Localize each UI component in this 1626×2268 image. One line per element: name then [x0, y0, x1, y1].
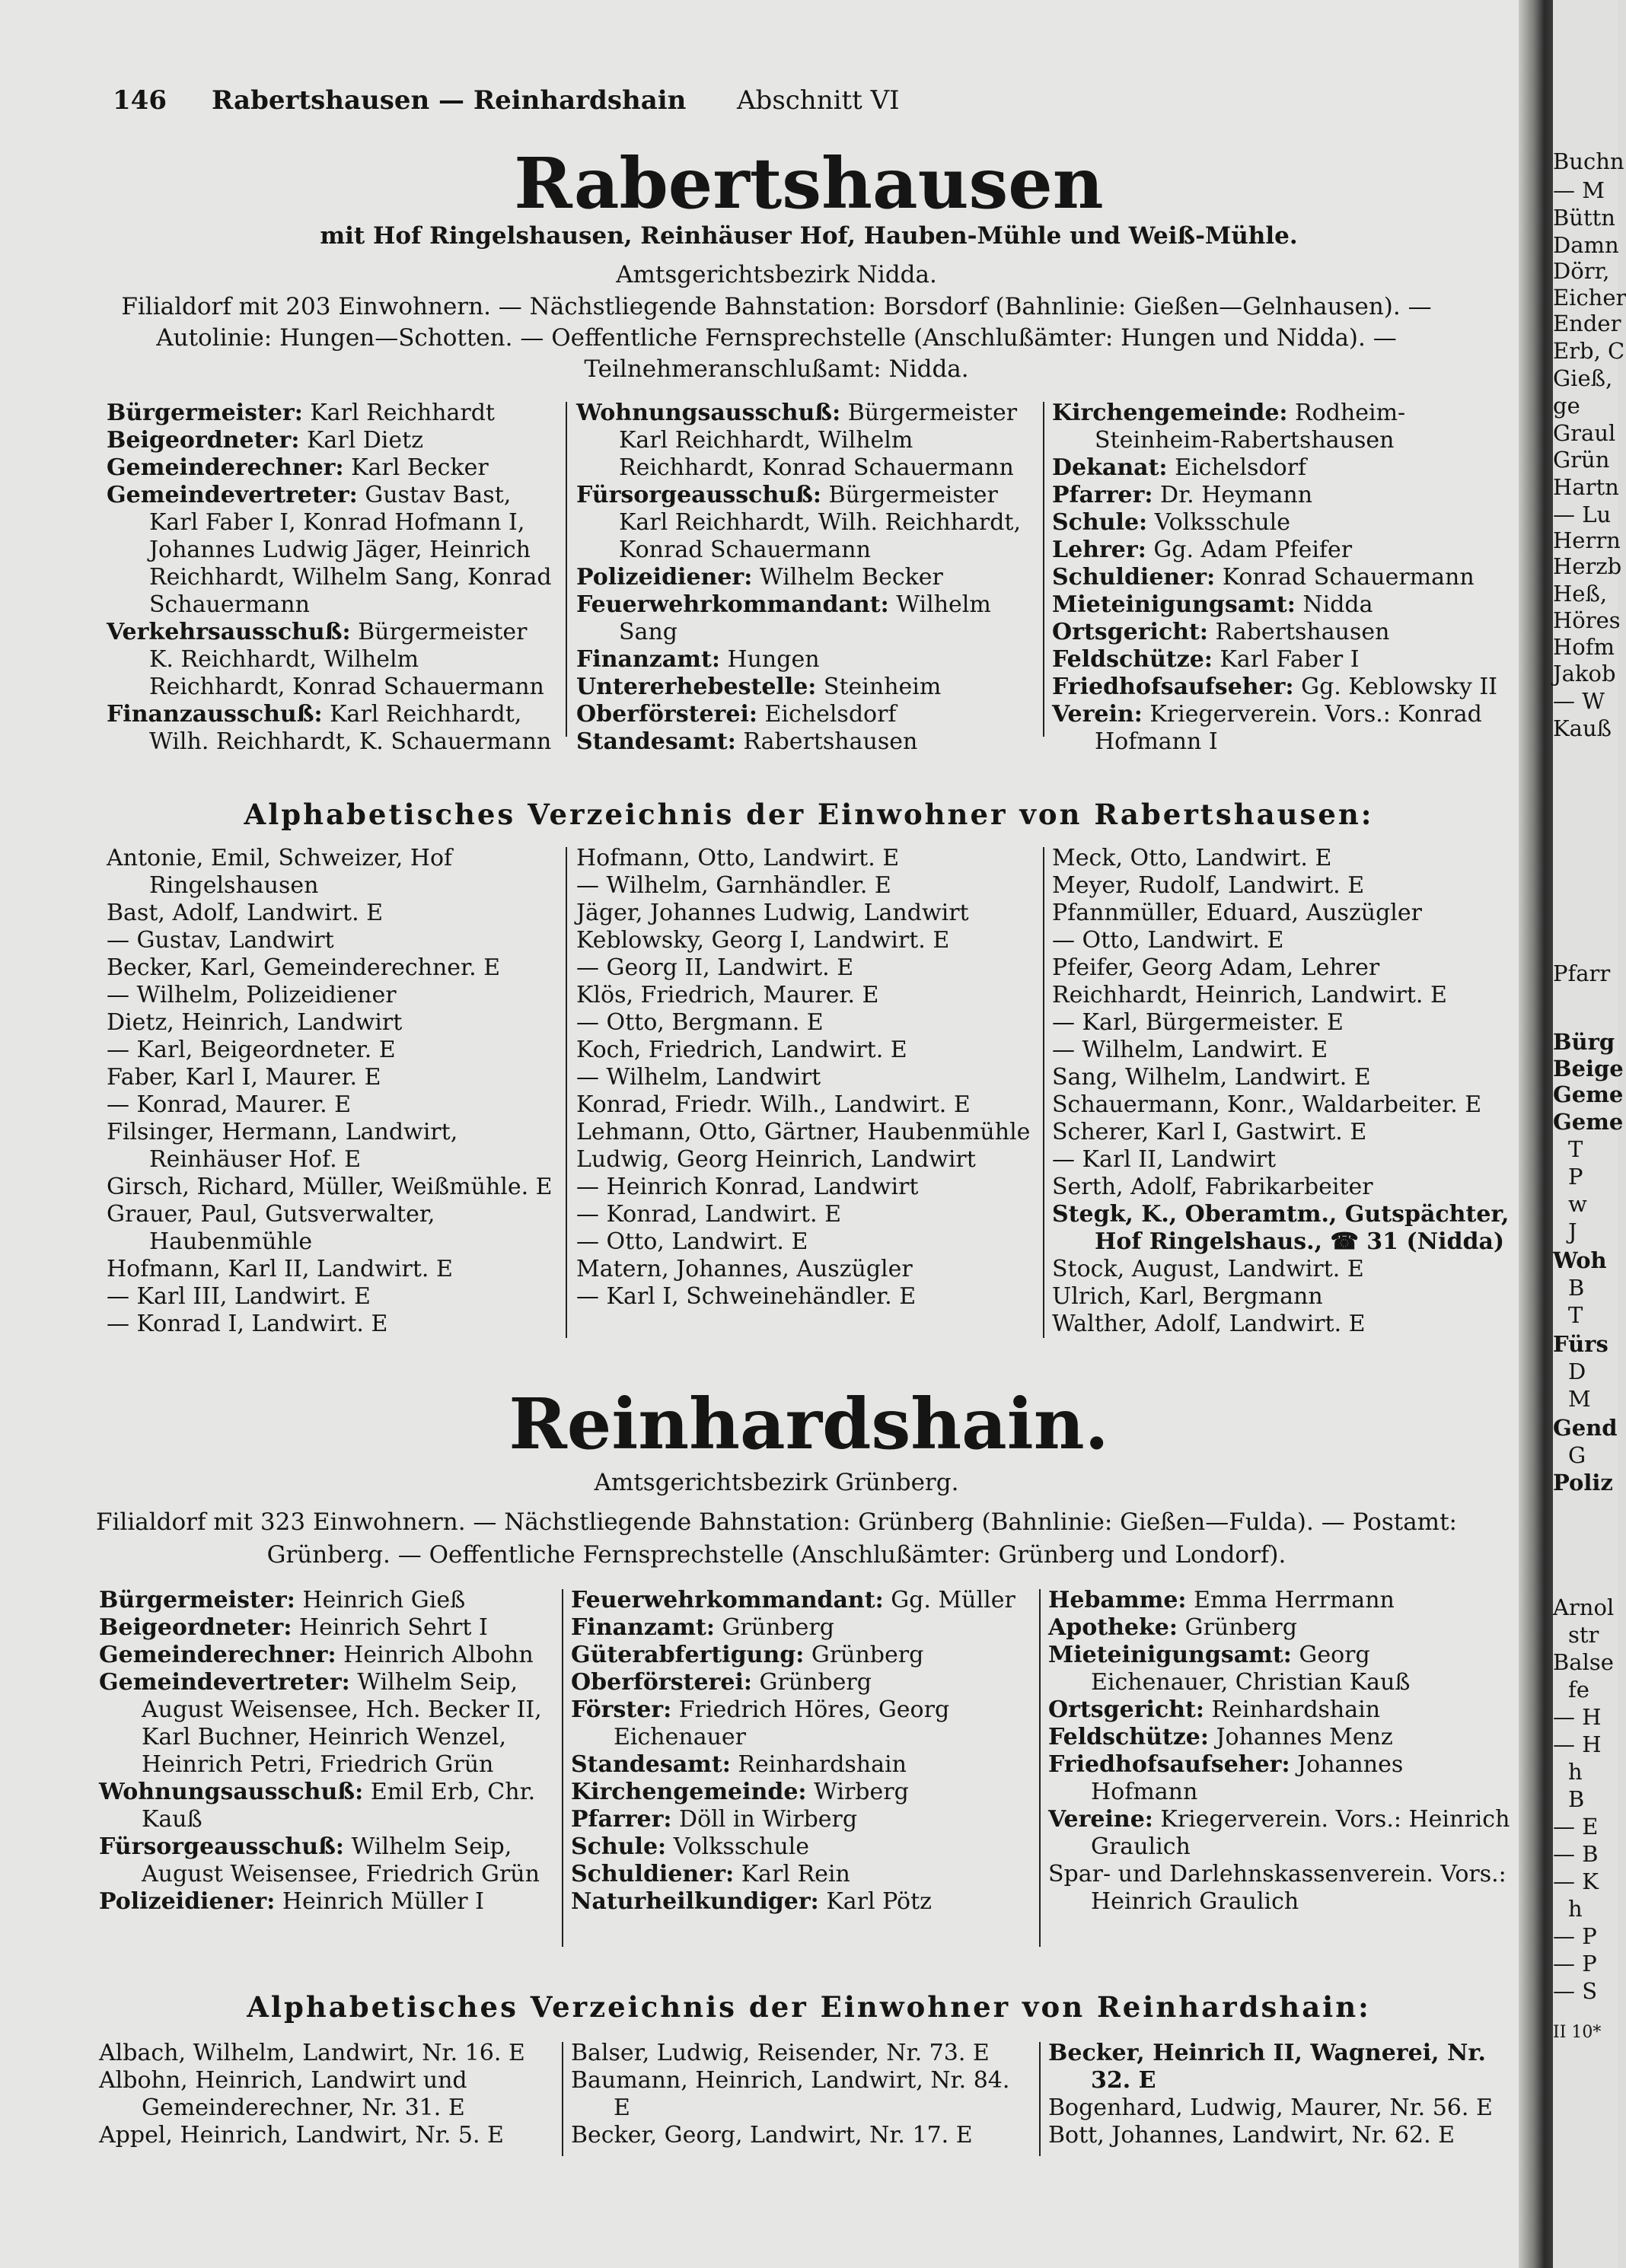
edge-fragment: Buchn — [1553, 148, 1624, 174]
residents-col-2 — [571, 2040, 1031, 2149]
directory-heading-reinhardshain: Alphabetisches Verzeichnis der Einwohner von Reinhardshain: — [247, 1990, 1371, 2024]
official-entry: Bürgermeister: Karl Reichhardt — [107, 400, 495, 426]
official-entry: Pfarrer: Dr. Heymann — [1052, 482, 1313, 508]
official-entry: Finanzausschuß: Karl Reichhardt, Wilh. Reichhardt, K. Schauermann — [107, 701, 552, 755]
official-entry: Verkehrsausschuß: Bürgermeister K. Reichhardt, Wilhelm Reichhardt, Konrad Schauermann — [107, 619, 544, 700]
book-gutter — [1519, 0, 1553, 2268]
residents-col-2 — [576, 845, 1033, 1311]
official-entry: Finanzamt: Grünberg — [571, 1614, 834, 1641]
resident-entry: — Konrad, Landwirt. E — [576, 1201, 842, 1228]
edge-fragment: P — [1568, 1164, 1583, 1190]
edge-fragment: Poliz — [1553, 1470, 1613, 1496]
edge-fragment: Eicher — [1553, 285, 1626, 311]
residents-col-3 — [1048, 2040, 1513, 2149]
resident-entry: Klös, Friedrich, Maurer. E — [576, 982, 879, 1008]
resident-entry: — Heinrich Konrad, Landwirt — [576, 1174, 919, 1200]
official-entry: Verein: Kriegerverein. Vors.: Konrad Hofmann I — [1052, 701, 1482, 755]
official-entry: Gemeindevertreter: Wilhelm Seip, August Weisensee, Hch. Becker II, Karl Buchner, Heinrich Wenzel, Heinrich Petri, Friedrich Grün — [99, 1669, 542, 1778]
edge-fragment: Büttn — [1553, 205, 1615, 231]
official-entry: Kirchengemeinde: Rodheim-Steinheim-Rabertshausen — [1052, 400, 1406, 454]
official-entry: Feuerwehrkommandant: Gg. Müller — [571, 1587, 1015, 1613]
edge-fragment: Geme — [1553, 1109, 1624, 1135]
info-line: Filialdorf mit 203 Einwohnern. — Nächstliegende Bahnstation: Borsdorf (Bahnlinie: Gießen—Gelnhausen). — — [121, 293, 1432, 320]
edge-fragment: w — [1568, 1191, 1587, 1217]
edge-fragment: Arnol — [1553, 1594, 1615, 1620]
district-reinhardshain: Amtsgerichtsbezirk Grünberg. — [594, 1469, 959, 1496]
resident-entry: — Otto, Landwirt. E — [576, 1228, 808, 1255]
edge-fragment: — P — [1553, 1951, 1597, 1977]
resident-entry: Reichhardt, Heinrich, Landwirt. E — [1052, 982, 1447, 1008]
town-title-reinhardshain: Reinhardshain. — [509, 1383, 1109, 1465]
official-entry: Bürgermeister: Heinrich Gieß — [99, 1587, 466, 1613]
resident-entry: — Wilhelm, Polizeidiener — [107, 982, 397, 1008]
resident-entry: Konrad, Friedr. Wilh., Landwirt. E — [576, 1091, 971, 1118]
resident-entry: Hofmann, Otto, Landwirt. E — [576, 845, 900, 871]
official-entry: Apotheke: Grünberg — [1048, 1614, 1297, 1641]
official-entry: Vereine: Kriegerverein. Vors.: Heinrich Graulich — [1048, 1806, 1510, 1860]
next-page-edge — [1553, 0, 1626, 2268]
resident-entry: — Wilhelm, Landwirt — [576, 1064, 821, 1091]
column-rule — [1043, 402, 1044, 737]
resident-entry: Becker, Karl, Gemeinderechner. E — [107, 954, 501, 981]
official-entry: Fürsorgeausschuß: Wilhelm Seip, August Weisensee, Friedrich Grün — [99, 1833, 540, 1887]
edge-fragment: Grün — [1553, 447, 1610, 473]
running-head — [113, 85, 1498, 123]
official-entry: Mieteinigungsamt: Nidda — [1052, 591, 1373, 618]
resident-entry: Meyer, Rudolf, Landwirt. E — [1052, 872, 1365, 899]
resident-entry: Appel, Heinrich, Landwirt, Nr. 5. E — [99, 2122, 504, 2149]
edge-fragment: Bürg — [1553, 1029, 1615, 1055]
page-number: 146 — [113, 85, 167, 116]
resident-entry: Pfeifer, Georg Adam, Lehrer — [1052, 954, 1380, 981]
resident-entry: Bogenhard, Ludwig, Maurer, Nr. 56. E — [1048, 2094, 1493, 2121]
officials-col-2 — [571, 1587, 1031, 1916]
edge-fragment: Woh — [1553, 1247, 1607, 1273]
edge-fragment: Beige — [1553, 1056, 1624, 1081]
edge-fragment: Jakob — [1553, 661, 1616, 686]
edge-fragment: Herrn — [1553, 527, 1621, 553]
info-line: Teilnehmeranschlußamt: Nidda. — [584, 355, 969, 383]
edge-fragment: Herzb — [1553, 553, 1622, 579]
resident-entry: Becker, Heinrich II, Wagnerei, Nr. 32. E — [1048, 2040, 1486, 2094]
official-entry: Oberförsterei: Grünberg — [571, 1669, 872, 1696]
official-entry: Fürsorgeausschuß: Bürgermeister Karl Reichhardt, Wilh. Reichhardt, Konrad Schauermann — [576, 482, 1022, 563]
official-entry: Feuerwehrkommandant: Wilhelm Sang — [576, 591, 991, 645]
edge-fragment: fe — [1568, 1677, 1589, 1703]
resident-entry: Koch, Friedrich, Landwirt. E — [576, 1037, 907, 1063]
edge-fragment: Erb, C — [1553, 338, 1625, 364]
official-entry: Güterabfertigung: Grünberg — [571, 1642, 924, 1668]
edge-fragment: Hofm — [1553, 634, 1615, 660]
resident-entry: Grauer, Paul, Gutsverwalter, Haubenmühle — [107, 1201, 435, 1255]
resident-entry: Meck, Otto, Landwirt. E — [1052, 845, 1332, 871]
column-rule — [1043, 847, 1044, 1338]
edge-fragment: — Lu — [1553, 502, 1612, 527]
resident-entry: Filsinger, Hermann, Landwirt, Reinhäuser Hof. E — [107, 1119, 458, 1173]
resident-entry: — Karl, Beigeordneter. E — [107, 1037, 396, 1063]
official-entry: Finanzamt: Hungen — [576, 646, 820, 673]
edge-fragment: — E — [1553, 1814, 1599, 1840]
resident-entry: Becker, Georg, Landwirt, Nr. 17. E — [571, 2122, 973, 2149]
resident-entry: — Karl I, Schweinehändler. E — [576, 1283, 917, 1310]
edge-fragment: M — [1568, 1386, 1591, 1412]
official-entry: Naturheilkundiger: Karl Pötz — [571, 1888, 932, 1915]
official-entry: Friedhofsaufseher: Gg. Keblowsky II — [1052, 674, 1498, 700]
official-entry: Ortsgericht: Rabertshausen — [1052, 619, 1390, 645]
edge-fragment: Dörr, — [1553, 258, 1610, 284]
edge-fragment: T — [1568, 1302, 1583, 1328]
official-entry: Hebamme: Emma Herrmann — [1048, 1587, 1395, 1613]
edge-fragment: Gend — [1553, 1415, 1618, 1441]
column-rule — [1039, 1589, 1041, 1947]
edge-fragment: B — [1568, 1275, 1585, 1301]
edge-fragment: — B — [1553, 1841, 1599, 1867]
official-entry: Schule: Volksschule — [1052, 509, 1291, 536]
official-entry: Feldschütze: Karl Faber I — [1052, 646, 1360, 673]
official-entry: Gemeindevertreter: Gustav Bast, Karl Faber I, Konrad Hofmann I, Johannes Ludwig Jäger, Heinrich Reichhardt, Wilhelm Sang, Konrad Schauermann — [107, 482, 552, 618]
resident-entry: Bast, Adolf, Landwirt. E — [107, 900, 384, 926]
edge-fragment: Heß, — [1553, 581, 1608, 607]
resident-entry: — Georg II, Landwirt. E — [576, 954, 854, 981]
official-entry: Schule: Volksschule — [571, 1833, 810, 1860]
official-entry: Kirchengemeinde: Wirberg — [571, 1779, 909, 1805]
column-rule — [562, 2042, 563, 2156]
town-subtitle-rabertshausen: mit Hof Ringelshausen, Reinhäuser Hof, Hauben-Mühle und Weiß-Mühle. — [320, 222, 1298, 250]
resident-entry: — Otto, Landwirt. E — [1052, 927, 1284, 954]
edge-fragment: J — [1568, 1218, 1577, 1244]
resident-entry: Matern, Johannes, Auszügler — [576, 1256, 913, 1282]
town-title-rabertshausen: Rabertshausen — [514, 142, 1104, 225]
edge-fragment: Ender — [1553, 311, 1621, 336]
official-entry: Gemeinderechner: Heinrich Albohn — [99, 1642, 534, 1668]
resident-entry: Walther, Adolf, Landwirt. E — [1052, 1311, 1366, 1337]
official-entry: Mieteinigungsamt: Georg Eichenauer, Christian Kauß — [1048, 1642, 1411, 1696]
edge-fragment: Balse — [1553, 1649, 1614, 1675]
edge-fragment: G — [1568, 1442, 1586, 1468]
officials-col-2 — [576, 400, 1033, 756]
resident-entry: Girsch, Richard, Müller, Weißmühle. E — [107, 1174, 553, 1200]
official-entry: Feldschütze: Johannes Menz — [1048, 1724, 1393, 1750]
edge-fragment: — P — [1553, 1923, 1597, 1949]
edge-fragment: II 10* — [1553, 2023, 1602, 2042]
official-entry: Dekanat: Eichelsdorf — [1052, 454, 1307, 481]
resident-entry: Scherer, Karl I, Gastwirt. E — [1052, 1119, 1367, 1145]
resident-entry: Lehmann, Otto, Gärtner, Haubenmühle — [576, 1119, 1031, 1145]
resident-entry: — Wilhelm, Garnhändler. E — [576, 872, 891, 899]
residents-col-3 — [1052, 845, 1513, 1338]
resident-entry: Balser, Ludwig, Reisender, Nr. 73. E — [571, 2040, 990, 2066]
resident-entry: Antonie, Emil, Schweizer, Hof Ringelshausen — [107, 845, 453, 899]
resident-entry: Hofmann, Karl II, Landwirt. E — [107, 1256, 453, 1282]
officials-col-1 — [107, 400, 556, 756]
resident-entry: Ludwig, Georg Heinrich, Landwirt — [576, 1146, 976, 1173]
resident-entry: Albach, Wilhelm, Landwirt, Nr. 16. E — [99, 2040, 525, 2066]
resident-entry: — Karl II, Landwirt — [1052, 1146, 1277, 1173]
edge-fragment: Höres — [1553, 607, 1621, 633]
resident-entry: — Karl, Bürgermeister. E — [1052, 1009, 1344, 1036]
edge-fragment: Hartn — [1553, 474, 1619, 500]
official-entry: Lehrer: Gg. Adam Pfeifer — [1052, 537, 1353, 563]
officials-col-3 — [1052, 400, 1513, 756]
official-entry: Untererhebestelle: Steinheim — [576, 674, 942, 700]
official-entry: Friedhofsaufseher: Johannes Hofmann — [1048, 1751, 1404, 1805]
resident-entry: Schauermann, Konr., Waldarbeiter. E — [1052, 1091, 1482, 1118]
resident-entry: Keblowsky, Georg I, Landwirt. E — [576, 927, 950, 954]
resident-entry: — Wilhelm, Landwirt. E — [1052, 1037, 1328, 1063]
official-entry: Beigeordneter: Karl Dietz — [107, 427, 424, 454]
resident-entry: Serth, Adolf, Fabrikarbeiter — [1052, 1174, 1373, 1200]
edge-fragment: Kauß — [1553, 715, 1612, 741]
resident-entry: Baumann, Heinrich, Landwirt, Nr. 84. E — [571, 2067, 1010, 2121]
officials-col-3 — [1048, 1587, 1513, 1916]
column-rule — [566, 402, 567, 737]
official-entry: Polizeidiener: Wilhelm Becker — [576, 564, 943, 591]
resident-entry: Stock, August, Landwirt. E — [1052, 1256, 1364, 1282]
edge-fragment: D — [1568, 1359, 1586, 1384]
edge-fragment: h — [1568, 1896, 1583, 1922]
official-entry: Schuldiener: Karl Rein — [571, 1861, 850, 1887]
edge-fragment: h — [1568, 1759, 1583, 1785]
official-entry: Ortsgericht: Reinhardshain — [1048, 1696, 1381, 1723]
resident-entry: Ulrich, Karl, Bergmann — [1052, 1283, 1323, 1310]
official-entry: Wohnungsausschuß: Emil Erb, Chr. Kauß — [99, 1779, 536, 1833]
edge-fragment: Geme — [1553, 1081, 1624, 1107]
edge-fragment: — S — [1553, 1978, 1598, 2004]
edge-fragment: — W — [1553, 688, 1605, 714]
resident-entry: Jäger, Johannes Ludwig, Landwirt — [576, 900, 969, 926]
column-rule — [562, 1589, 563, 1947]
official-entry: Förster: Friedrich Höres, Georg Eichenauer — [571, 1696, 950, 1750]
edge-fragment: Damn — [1553, 232, 1619, 258]
resident-entry: Sang, Wilhelm, Landwirt. E — [1052, 1064, 1371, 1091]
resident-entry: — Otto, Bergmann. E — [576, 1009, 824, 1036]
official-entry: Standesamt: Reinhardshain — [571, 1751, 907, 1778]
edge-fragment: — M — [1553, 177, 1605, 203]
directory-heading-rabertshausen: Alphabetisches Verzeichnis der Einwohner von Rabertshausen: — [244, 798, 1374, 831]
official-entry: Beigeordneter: Heinrich Sehrt I — [99, 1614, 488, 1641]
edge-fragment: str — [1568, 1622, 1599, 1648]
section-label: Abschnitt VI — [737, 85, 900, 116]
edge-fragment: — H — [1553, 1731, 1602, 1757]
official-entry: Spar- und Darlehnskassenverein. Vors.: Heinrich Graulich — [1048, 1861, 1506, 1915]
residents-col-1 — [107, 845, 556, 1338]
edge-fragment: Fürs — [1553, 1331, 1608, 1357]
edge-fragment: — H — [1553, 1704, 1602, 1730]
resident-entry: — Gustav, Landwirt — [107, 927, 334, 954]
column-rule — [566, 847, 567, 1338]
residents-col-1 — [99, 2040, 556, 2149]
column-rule — [1039, 2042, 1041, 2156]
official-entry: Standesamt: Rabertshausen — [576, 728, 918, 755]
running-title: Rabertshausen — Reinhardshain — [212, 85, 687, 116]
resident-entry: Bott, Johannes, Landwirt, Nr. 62. E — [1048, 2122, 1455, 2149]
official-entry: Schuldiener: Konrad Schauermann — [1052, 564, 1475, 591]
official-entry: Wohnungsausschuß: Bürgermeister Karl Reichhardt, Wilhelm Reichhardt, Konrad Schauermann — [576, 400, 1018, 481]
district-rabertshausen: Amtsgerichtsbezirk Nidda. — [616, 261, 937, 288]
resident-entry: — Karl III, Landwirt. E — [107, 1283, 371, 1310]
official-entry: Gemeinderechner: Karl Becker — [107, 454, 489, 481]
edge-fragment: ge — [1553, 393, 1580, 419]
edge-fragment: Pfarr — [1553, 960, 1611, 986]
resident-entry: Stegk, K., Oberamtm., Gutspächter, Hof Ringelshaus., ☎ 31 (Nidda) — [1052, 1201, 1510, 1255]
official-entry: Pfarrer: Döll in Wirberg — [571, 1806, 858, 1833]
edge-fragment: — K — [1553, 1868, 1599, 1894]
edge-fragment: B — [1568, 1786, 1585, 1812]
resident-entry: — Konrad, Maurer. E — [107, 1091, 352, 1118]
edge-fragment: Gieß, — [1553, 365, 1613, 391]
resident-entry: Dietz, Heinrich, Landwirt — [107, 1009, 403, 1036]
resident-entry: — Konrad I, Landwirt. E — [107, 1311, 388, 1337]
official-entry: Polizeidiener: Heinrich Müller I — [99, 1888, 485, 1915]
info-line: Filialdorf mit 323 Einwohnern. — Nächstliegende Bahnstation: Grünberg (Bahnlinie: Gießen—Fulda). — Postamt: — [96, 1508, 1457, 1536]
official-entry: Oberförsterei: Eichelsdorf — [576, 701, 897, 728]
edge-fragment: T — [1568, 1136, 1583, 1162]
info-line: Grünberg. — Oeffentliche Fernsprechstelle (Anschlußämter: Grünberg und Londorf). — [266, 1541, 1286, 1569]
info-line: Autolinie: Hungen—Schotten. — Oeffentliche Fernsprechstelle (Anschlußämter: Hungen und Nidda). — — [156, 324, 1397, 352]
edge-fragment: Graul — [1553, 420, 1616, 446]
resident-entry: Pfannmüller, Eduard, Auszügler — [1052, 900, 1422, 926]
resident-entry: Faber, Karl I, Maurer. E — [107, 1064, 381, 1091]
resident-entry: Albohn, Heinrich, Landwirt und Gemeinderechner, Nr. 31. E — [99, 2067, 467, 2121]
officials-col-1 — [99, 1587, 556, 1916]
